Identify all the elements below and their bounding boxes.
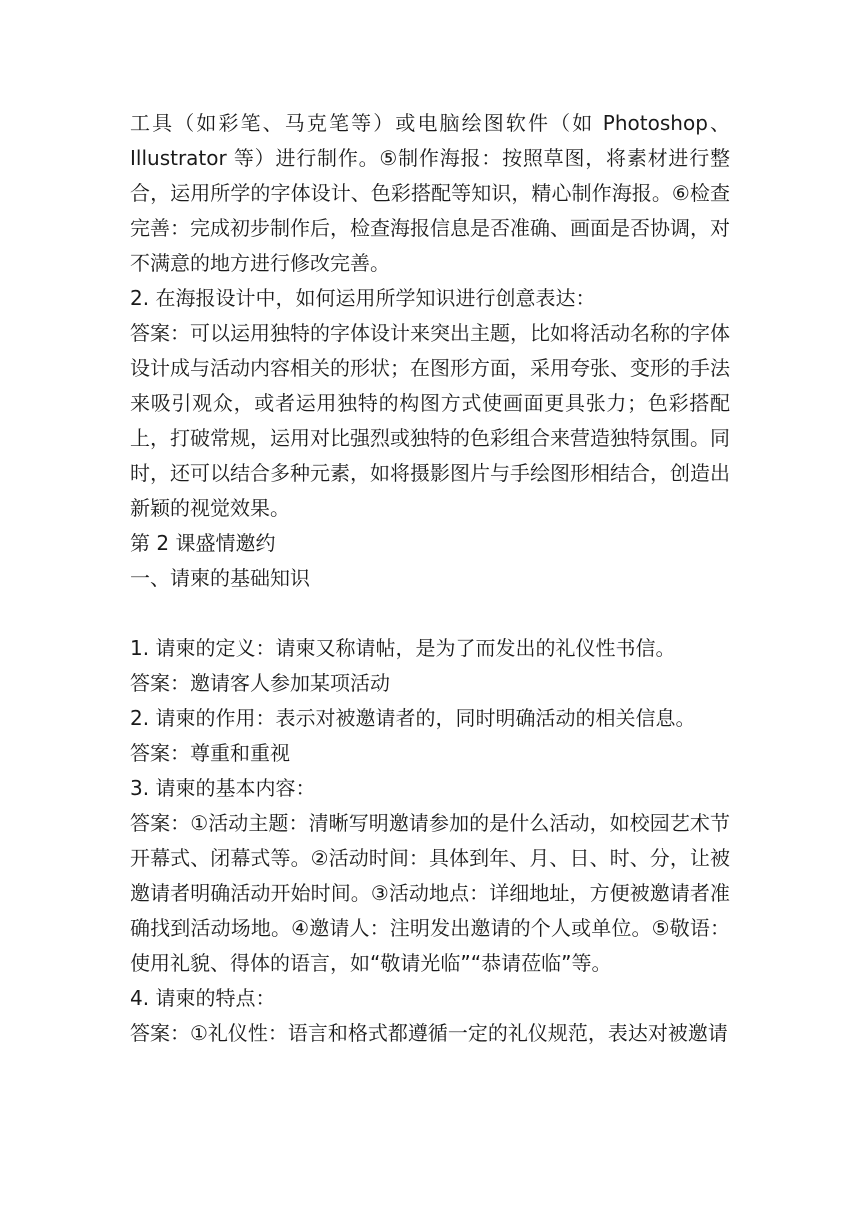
answer-2-function: 答案：尊重和重视 [130, 741, 290, 765]
document-body [130, 106, 730, 1051]
question-3-content: 3. 请柬的基本内容： [130, 776, 316, 800]
question-1-definition: 1. 请柬的定义：请柬又称请帖，是为了而发出的礼仪性书信。 [130, 636, 676, 660]
answer-1-definition: 答案：邀请客人参加某项活动 [130, 671, 390, 695]
question-4-features: 4. 请柬的特点： [130, 986, 276, 1010]
answer-3-content: 答案：①活动主题：清晰写明邀请参加的是什么活动，如校园艺术节开幕式、闭幕式等。②活动时间：具体到年、月、日、时、分，让被邀请者明确活动开始时间。③活动地点：详细地址，方便被邀请者准确找到活动场地。④邀请人：注明发出邀请的个人或单位。⑤敬语：使用礼貌、得体的语言，如“敬请光临”“恭请莅临”等。 [130, 811, 730, 975]
question-2-function: 2. 请柬的作用：表示对被邀请者的，同时明确活动的相关信息。 [130, 706, 696, 730]
lesson-title: 第 2 课盛情邀约 [130, 531, 276, 555]
poster-steps-paragraph: 工具（如彩笔、马克笔等）或电脑绘图软件（如 Photoshop、Illustrator 等）进行制作。⑤制作海报：按照草图，将素材进行整合，运用所学的字体设计、色彩搭配等知识，精心制作海报。⑥检查完善：完成初步制作后，检查海报信息是否准确、画面是否协调，对不满意的地方进行修改完善。 [130, 111, 730, 275]
section-title: 一、请柬的基础知识 [130, 566, 310, 590]
question-2-creative: 2. 在海报设计中，如何运用所学知识进行创意表达： [130, 286, 596, 310]
answer-2-creative: 答案：可以运用独特的字体设计来突出主题，比如将活动名称的字体设计成与活动内容相关的形状；在图形方面，采用夸张、变形的手法来吸引观众，或者运用独特的构图方式使画面更具张力；色彩搭配上，打破常规，运用对比强烈或独特的色彩组合来营造独特氛围。同时，还可以结合多种元素，如将摄影图片与手绘图形相结合，创造出新颖的视觉效果。 [130, 321, 730, 520]
answer-4-features: 答案：①礼仪性：语言和格式都遵循一定的礼仪规范，表达对被邀请 [130, 1021, 728, 1045]
